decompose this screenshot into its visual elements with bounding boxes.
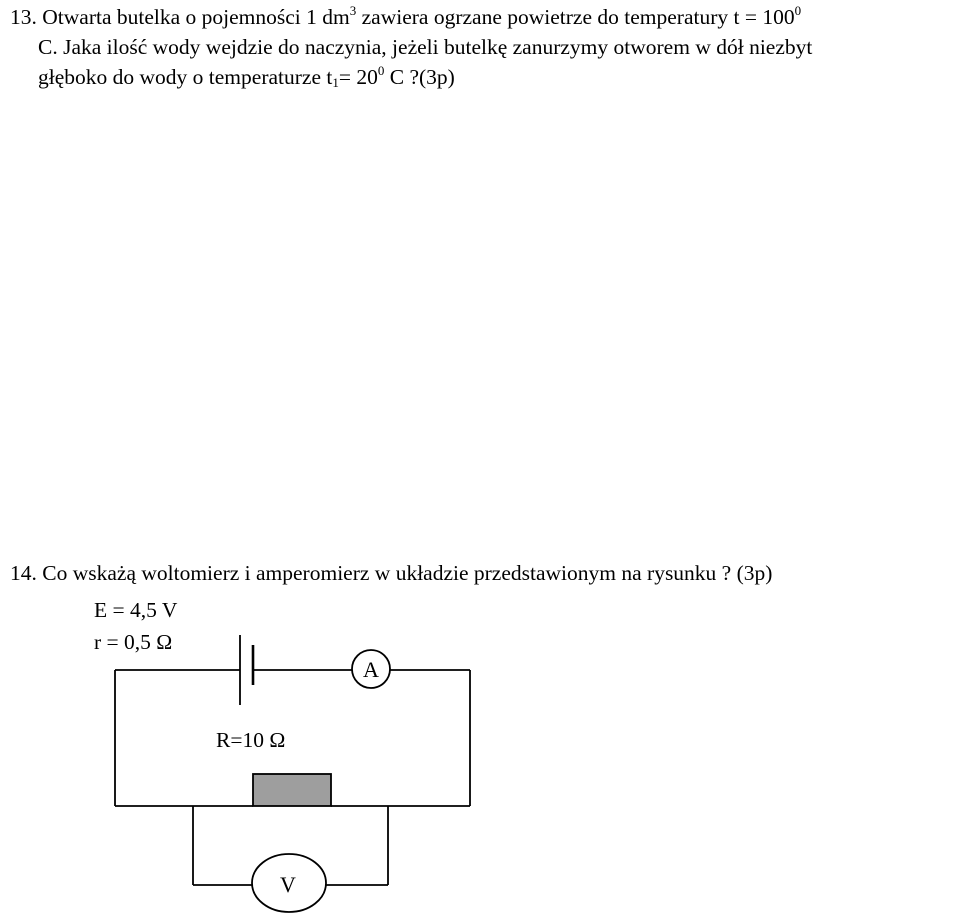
voltmeter-symbol: V [280,872,296,897]
degree-exponent: 0 [377,63,385,78]
problem-13-text: = 20 [338,65,378,89]
internal-resistance-value: r = 0,5 Ω [94,630,173,654]
problem-13-text: C. Jaka ilość wody wejdzie do naczynia, jeżeli butelkę zanurzymy otworem w dół niezbyt [38,35,813,59]
problem-13-text: 13. Otwarta butelka o pojemności 1 dm [10,5,350,29]
problem-14-text: 14. Co wskażą woltomierz i amperomierz w układzie przedstawionym na rysunku ? (3p) [10,561,773,585]
temperature-subscript: 1 [332,75,339,90]
degree-exponent: 0 [794,3,802,18]
problem-13-text: głęboko do wody o temperaturze t [38,65,333,89]
resistor-label: R=10 Ω [216,728,286,752]
problem-13-text: zawiera ogrzane powietrze do temperatury t = 100 [356,5,795,29]
emf-value: E = 4,5 V [94,598,178,622]
ammeter-symbol: A [363,657,379,682]
cubic-exponent: 3 [349,3,357,18]
resistor [253,774,331,806]
problem-13-text: C ?(3p) [384,65,455,89]
